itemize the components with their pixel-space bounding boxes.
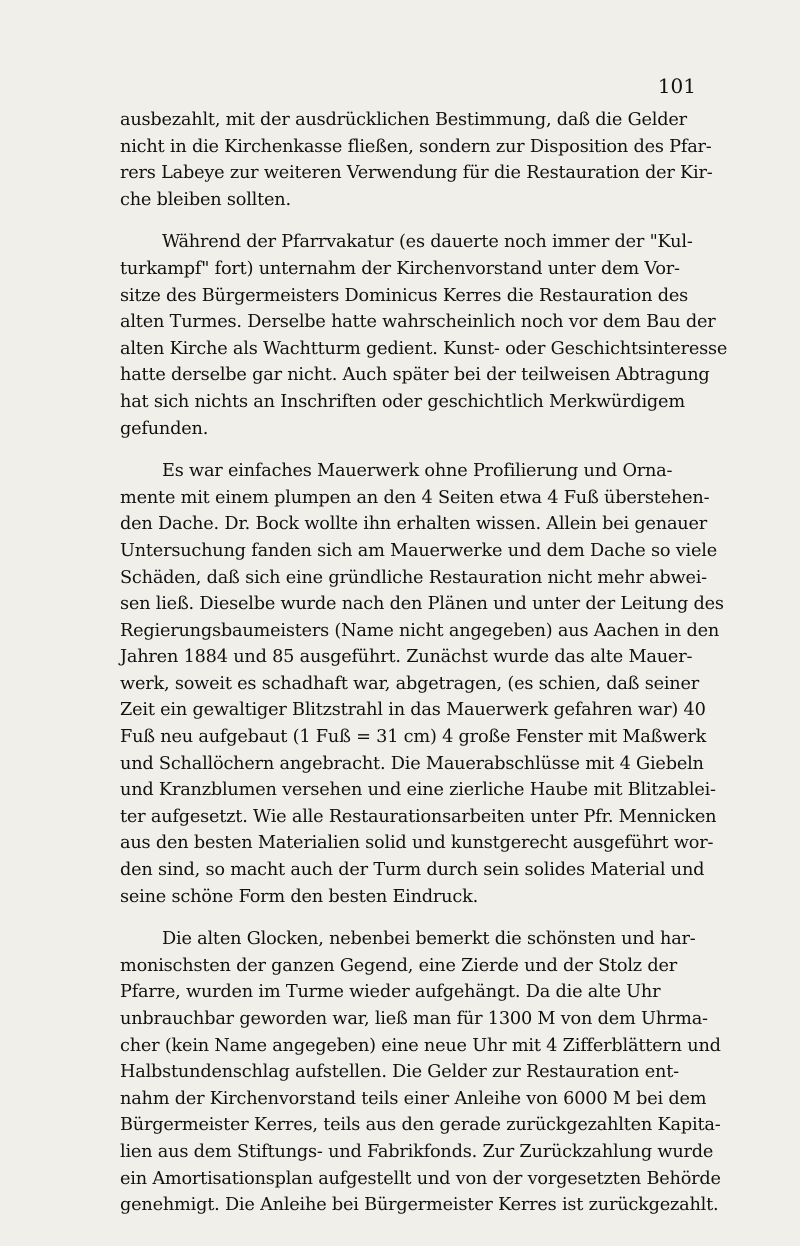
text-line: nahm der Kirchenvorstand teils einer Anleihe von 6000 M bei dem [120,1088,707,1109]
text-line: sitze des Bürgermeisters Dominicus Kerres die Restauration des [120,285,688,306]
text-line: gefunden. [120,418,209,439]
text-line: ausbezahlt, mit der ausdrücklichen Bestimmung, daß die Gelder [120,110,687,130]
text-line: rers Labeye zur weiteren Verwendung für die Restauration der Kir- [120,163,713,184]
text-line: ter aufgesetzt. Wie alle Restaurationsarbeiten unter Pfr. Mennicken [120,806,717,827]
text-line: alten Turmes. Derselbe hatte wahrscheinlich noch vor dem Bau der [120,312,716,333]
paragraph [120,107,713,213]
text-line: und Kranzblumen versehen und eine zierliche Haube mit Blitzablei- [120,780,716,801]
text-line: Während der Pfarrvakatur (es dauerte noch immer der "Kul- [162,232,693,253]
text-line: Zeit ein gewaltiger Blitzstrahl in das Mauerwerk gefahren war) 40 [120,700,706,721]
text-line: Jahren 1884 und 85 ausgeführt. Zunächst wurde das alte Mauer- [120,647,693,668]
text-line: aus den besten Materialien solid und kunstgerecht ausgeführt wor- [120,833,714,854]
text-line: alten Kirche als Wachtturm gedient. Kunst- oder Geschichtsinteresse [120,338,728,359]
paragraph [120,458,724,910]
text-line: ein Amortisationsplan aufgestellt und von der vorgesetzten Behörde [120,1168,721,1189]
text-line: lien aus dem Stiftungs- und Fabrikfonds. Zur Zurückzahlung wurde [120,1141,714,1162]
text-line: mente mit einem plumpen an den 4 Seiten etwa 4 Fuß überstehen- [120,487,710,508]
text-line: hatte derselbe gar nicht. Auch später bei der teilweisen Abtragung [120,365,710,386]
page-number: 101 [657,74,696,98]
text-line: hat sich nichts an Inschriften oder geschichtlich Merkwürdigem [120,391,685,412]
paragraph [120,229,728,442]
text-line: monischsten der ganzen Gegend, eine Zierde und der Stolz der [120,955,677,976]
text-line: nicht in die Kirchenkasse fließen, sondern zur Disposition des Pfar- [120,136,712,157]
text-line: werk, soweit es schadhaft war, abgetragen, (es schien, daß seiner [120,673,700,694]
paragraph [120,926,721,1219]
page-text [120,107,728,1219]
text-line: Halbstundenschlag aufstellen. Die Gelder zur Restauration ent- [120,1062,679,1083]
text-line: den sind, so macht auch der Turm durch sein solides Material und [120,860,705,881]
text-line: Bürgermeister Kerres, teils aus den gerade zurückgezahlten Kapita- [120,1115,721,1136]
text-line: turkampf" fort) unternahm der Kirchenvorstand unter dem Vor- [120,258,680,279]
text-line: seine schöne Form den besten Eindruck. [120,886,479,907]
text-line: Es war einfaches Mauerwerk ohne Profilierung und Orna- [162,461,673,482]
text-line: genehmigt. Die Anleihe bei Bürgermeister Kerres ist zurückgezahlt. [120,1195,719,1216]
text-line: cher (kein Name angegeben) eine neue Uhr mit 4 Zifferblättern und [120,1035,721,1056]
text-line: sen ließ. Dieselbe wurde nach den Plänen und unter der Leitung des [120,594,724,615]
text-line: unbrauchbar geworden war, ließ man für 1300 M von dem Uhrma- [120,1009,708,1029]
text-line: Untersuchung fanden sich am Mauerwerke und dem Dache so viele [120,540,717,561]
text-line: und Schallöchern angebracht. Die Mauerabschlüsse mit 4 Giebeln [120,753,704,774]
text-line: Die alten Glocken, nebenbei bemerkt die schönsten und har- [162,929,696,950]
text-line: Pfarre, wurden im Turme wieder aufgehängt. Da die alte Uhr [120,982,661,1003]
text-line: den Dache. Dr. Bock wollte ihn erhalten wissen. Allein bei genauer [120,514,708,535]
text-line: Regierungsbaumeisters (Name nicht angegeben) aus Aachen in den [120,620,720,641]
text-line: Schäden, daß sich eine gründliche Restauration nicht mehr abwei- [120,567,707,588]
text-line: che bleiben sollten. [120,189,291,210]
text-line: Fuß neu aufgebaut (1 Fuß = 31 cm) 4 große Fenster mit Maßwerk [120,727,707,748]
